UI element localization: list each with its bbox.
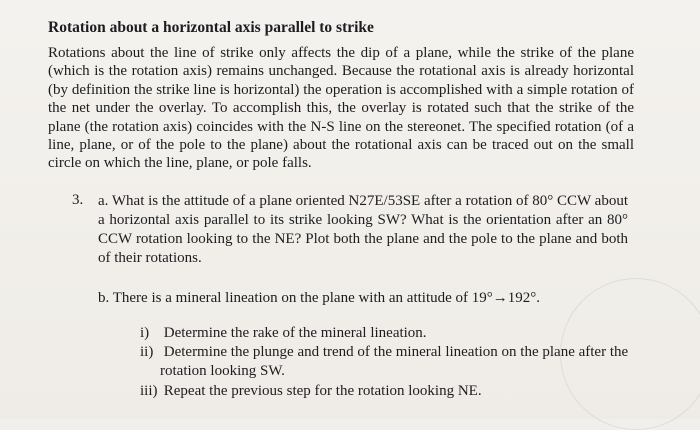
sub-item-text: Repeat the previous step for the rotation looking NE. [163,383,482,399]
sub-item-text: Determine the plunge and trend of the mineral lineation on the plane after the [163,344,629,360]
sub-item-continuation: rotation looking SW. [160,363,285,379]
sub-item-text: Determine the rake of the mineral lineation. [163,325,427,341]
intro-paragraph: Rotations about the line of strike only affects the dip of a plane, while the strike of the plane (which is the rotation axis) remains unchanged. Because the rotational axis is already horizontal (by definition the strike line is horizontal) the operation is accomplished with a simple rotation of the net under the overlay. To accomplish this, the overlay is rotated such that the strike of the plane (the rotation axis) coincides with the N-S line on the stereonet. The specified rotation (of a line, plane, or of the pole to the plane) about the rotational axis can be traced out on the small circle on which the line, plane, or pole falls. [48,45,634,172]
sub-item-ii [140,343,636,381]
question-part-a: a. What is the attitude of a plane oriented N27E/53SE after a rotation of 80° CCW about a horizontal axis parallel to its strike looking SW? What is the orientation after an 80° CCW rotation looking to the NE? Plot both the plane and the pole to the plane and both of their rotations. [98,193,628,266]
question-number: 3. [72,192,84,208]
question-part-b: b. There is a mineral lineation on the plane with an attitude of 19°→192°. [98,290,541,306]
sub-item-number: ii) [140,344,154,360]
sub-item-number: i) [140,325,150,341]
sub-item-number: iii) [140,383,158,399]
section-heading: Rotation about a horizontal axis parallel to strike [48,19,374,36]
sub-item-iii [140,382,636,401]
sub-item-i [140,324,636,343]
